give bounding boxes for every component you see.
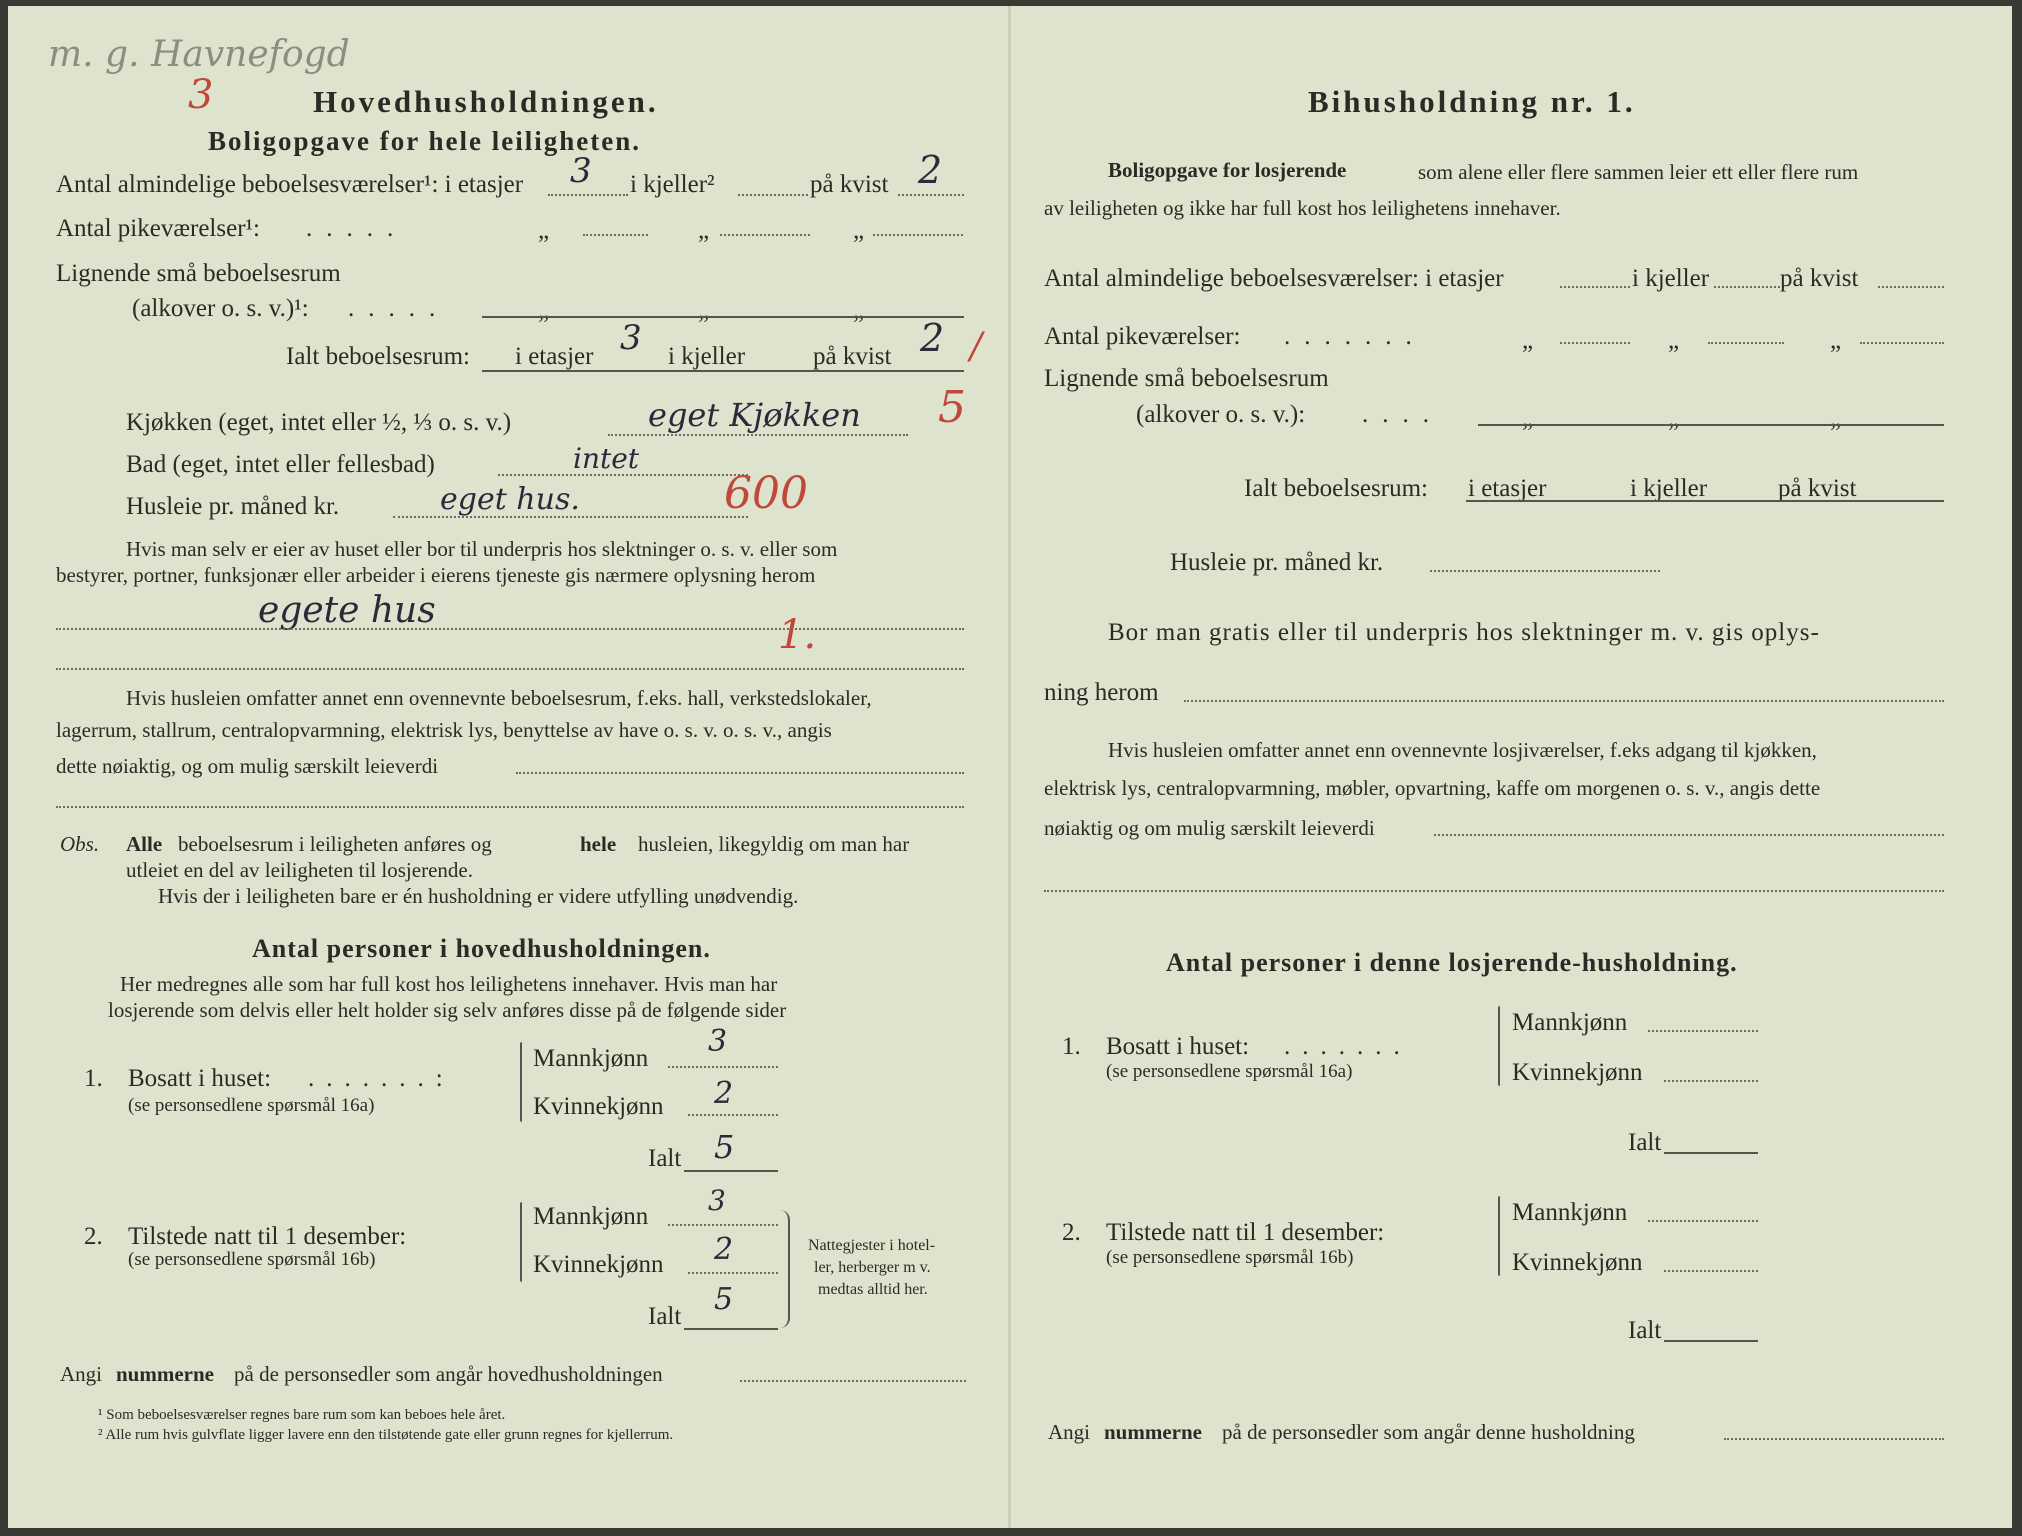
- angi-field[interactable]: [740, 1380, 966, 1382]
- eier-field-line-1[interactable]: [56, 628, 964, 630]
- r-angi-nummerne: nummerne: [1104, 1420, 1202, 1444]
- rooms-kjeller-label: i kjeller²: [630, 171, 715, 198]
- ialt-red-mark: /: [970, 326, 983, 367]
- r-rooms-kjeller-field[interactable]: [1714, 286, 1784, 288]
- r-bosatt-ialt-field[interactable]: [1664, 1152, 1758, 1154]
- r-husleie-field[interactable]: [1430, 570, 1660, 572]
- eier-text-2: bestyrer, portner, funksjonær eller arbeider i eierens tjeneste gis nærmere oplysning herom: [56, 563, 816, 587]
- bosatt-mann-field[interactable]: [668, 1066, 778, 1068]
- tilstede-kvinne-field[interactable]: [688, 1272, 778, 1274]
- rooms-kvist-label: på kvist: [810, 171, 889, 198]
- ialt-kjeller-label: i kjeller: [668, 343, 746, 370]
- bosatt-brace: [520, 1042, 522, 1122]
- ialt-etasjer-label: i etasjer: [515, 343, 594, 370]
- census-form-sheet: [8, 6, 2012, 1528]
- ialt-kvist-label: på kvist: [813, 343, 892, 370]
- tilstede-label: Tilstede natt til 1 desember:: [128, 1223, 407, 1250]
- r-ialt-underline: [1466, 500, 1944, 502]
- kjokken-label: Kjøkken (eget, intet eller ½, ⅓ o. s. v.): [126, 409, 512, 436]
- tilstede-kvinne-label: Kvinnekjønn: [533, 1251, 664, 1278]
- eier-red-mark: 1.: [778, 612, 817, 658]
- r-angi-label: Angi: [1048, 1420, 1090, 1444]
- bosatt-label: Bosatt i huset:: [128, 1065, 272, 1092]
- pike-kjeller-field[interactable]: [720, 234, 810, 236]
- lignende-ditto-3: „: [853, 297, 865, 324]
- lignende-label-1: Lignende små beboelsesrum: [56, 260, 341, 287]
- obs-alle: Alle: [126, 832, 163, 856]
- tilstede-ialt-field[interactable]: [684, 1328, 778, 1330]
- r-bosatt-number: 1.: [1062, 1033, 1081, 1060]
- pike-ditto-2: „: [698, 217, 710, 244]
- r-rooms-kvist-field[interactable]: [1878, 286, 1944, 288]
- r-tilstede-ialt-label: Ialt: [1628, 1317, 1662, 1344]
- r-persons-title: Antal personer i denne losjerende-husholdning.: [1166, 948, 1738, 977]
- nattegjester-brace: [778, 1210, 790, 1328]
- r-tilstede-mann-label: Mannkjønn: [1512, 1199, 1628, 1226]
- persons-text-1: Her medregnes alle som har full kost hos leilighetens innehaver. Hvis man har: [120, 972, 778, 996]
- persons-text-2: losjerende som delvis eller helt holder sig selv anføres disse på de følgende sider: [108, 998, 787, 1022]
- bosatt-dots: .......:: [308, 1065, 455, 1092]
- r-omfatter-field-1[interactable]: [1434, 834, 1944, 836]
- bosatt-kvinne-field[interactable]: [688, 1114, 778, 1116]
- r-bosatt-dots: .......: [1284, 1033, 1412, 1060]
- ialt-underline: [482, 370, 964, 372]
- rooms-label: Antal almindelige beboelsesværelser¹: i etasjer: [56, 171, 524, 198]
- pike-ditto-3: „: [853, 217, 865, 244]
- nattegjester-note-3: medtas alltid her.: [818, 1281, 928, 1298]
- r-gratis-text-2: ning herom: [1044, 679, 1159, 706]
- r-gratis-text-1: Bor man gratis eller til underpris hos slektninger m. v. gis oplys-: [1108, 619, 1820, 646]
- r-ialt-kvist-label: på kvist: [1778, 475, 1857, 502]
- eier-value: egete hus: [258, 590, 436, 631]
- r-lignende-dots: ....: [1362, 401, 1443, 428]
- lignende-ditto-2: „: [698, 297, 710, 324]
- intro-text-1: som alene eller flere sammen leier ett eller flere rum: [1418, 160, 1859, 184]
- r-angi-text: på de personsedler som angår denne husholdning: [1222, 1420, 1635, 1444]
- rooms-kvist-value: 2: [918, 148, 943, 192]
- nattegjester-note-2: ler, herberger m v.: [814, 1259, 931, 1276]
- husleie-label: Husleie pr. måned kr.: [126, 493, 340, 520]
- tilstede-kvinne-value: 2: [714, 1232, 734, 1267]
- lignende-dots: .....: [348, 295, 450, 322]
- rooms-etasjer-value: 3: [570, 151, 592, 191]
- sub-household-title: Bihusholdning nr. 1.: [1308, 84, 1636, 119]
- rooms-kjeller-field[interactable]: [738, 194, 808, 196]
- lignende-label-2: (alkover o. s. v.)¹:: [132, 295, 309, 322]
- r-ialt-kjeller-label: i kjeller: [1630, 475, 1708, 502]
- r-lignende-label-1: Lignende små beboelsesrum: [1044, 365, 1329, 392]
- r-lignende-label-2: (alkover o. s. v.):: [1136, 401, 1306, 428]
- angi-text: på de personsedler som angår hovedhusholdningen: [234, 1362, 663, 1386]
- tilstede-mann-value: 3: [708, 1184, 726, 1217]
- tilstede-brace: [520, 1202, 522, 1282]
- bosatt-number: 1.: [84, 1065, 103, 1092]
- r-omfatter-field-2[interactable]: [1044, 890, 1944, 892]
- r-tilstede-kvinne-field[interactable]: [1664, 1270, 1758, 1272]
- ialt-kvist-value: 2: [920, 316, 945, 360]
- angi-nummerne: nummerne: [116, 1362, 214, 1386]
- r-omfatter-text-1: Hvis husleien omfatter annet enn ovennevnte losjiværelser, f.eks adgang til kjøkken,: [1108, 738, 1817, 762]
- tilstede-mann-label: Mannkjønn: [533, 1203, 649, 1230]
- margin-note: m. g. Havnefogd: [48, 34, 350, 75]
- r-bosatt-ialt-label: Ialt: [1628, 1129, 1662, 1156]
- obs-text-1b: husleien, likegyldig om man har: [638, 832, 910, 856]
- lignende-ditto-1: „: [538, 297, 550, 324]
- bosatt-sub: (se personsedlene spørsmål 16a): [128, 1095, 375, 1116]
- pike-label: Antal pikeværelser¹:: [56, 215, 260, 242]
- r-lignende-ditto-3: „: [1830, 405, 1842, 432]
- r-pike-ditto-1: „: [1522, 327, 1534, 354]
- r-lignende-ditto-2: „: [1668, 405, 1680, 432]
- obs-label: Obs.: [60, 832, 100, 856]
- bosatt-ialt-label: Ialt: [648, 1145, 682, 1172]
- r-bosatt-mann-field[interactable]: [1648, 1030, 1758, 1032]
- intro-bold: Boligopgave for losjerende: [1108, 158, 1347, 182]
- bosatt-kvinne-label: Kvinnekjønn: [533, 1093, 664, 1120]
- intro-text-2: av leiligheten og ikke har full kost hos leilighetens innehaver.: [1044, 196, 1561, 220]
- obs-hele: hele: [580, 832, 617, 856]
- r-pike-dots: .......: [1284, 323, 1426, 350]
- tilstede-sub: (se personsedlene spørsmål 16b): [128, 1249, 376, 1270]
- obs-text-2: utleiet en del av leiligheten til losjerende.: [126, 858, 473, 882]
- r-rooms-kjeller-label: i kjeller: [1632, 265, 1710, 292]
- r-bosatt-label: Bosatt i huset:: [1106, 1033, 1250, 1060]
- r-tilstede-sub: (se personsedlene spørsmål 16b): [1106, 1247, 1354, 1268]
- omfatter-field-2[interactable]: [56, 806, 964, 808]
- rooms-kvist-field[interactable]: [898, 194, 964, 196]
- r-tilstede-number: 2.: [1062, 1219, 1081, 1246]
- pike-ditto-1: „: [538, 217, 550, 244]
- tilstede-mann-field[interactable]: [668, 1224, 778, 1226]
- r-bosatt-kvinne-field[interactable]: [1664, 1080, 1758, 1082]
- r-bosatt-brace: [1498, 1006, 1500, 1086]
- husleie-red-mark: 600: [724, 468, 808, 519]
- bosatt-ialt-value: 5: [714, 1128, 735, 1166]
- tilstede-ialt-value: 5: [714, 1282, 734, 1317]
- bad-label: Bad (eget, intet eller fellesbad): [126, 451, 435, 478]
- r-angi-field[interactable]: [1724, 1438, 1944, 1440]
- rooms-etasjer-field[interactable]: [548, 194, 628, 196]
- r-pike-ditto-2: „: [1668, 327, 1680, 354]
- r-pike-kjeller-field[interactable]: [1708, 342, 1784, 344]
- obs-text-1a: beboelsesrum i leiligheten anføres og: [178, 832, 492, 856]
- main-household-title: Hovedhusholdningen.: [313, 84, 659, 119]
- r-rooms-kvist-label: på kvist: [1780, 265, 1859, 292]
- omfatter-text-3: dette nøiaktig, og om mulig særskilt leieverdi: [56, 754, 439, 778]
- kjokken-value: eget Kjøkken: [648, 396, 861, 434]
- bad-value: intet: [573, 442, 640, 475]
- pike-etasjer-field[interactable]: [583, 234, 648, 236]
- tilstede-number: 2.: [84, 1223, 103, 1250]
- r-tilstede-brace: [1498, 1196, 1500, 1276]
- r-rooms-label: Antal almindelige beboelsesværelser: i etasjer: [1044, 265, 1504, 292]
- main-household-subtitle: Boligopgave for hele leiligheten.: [208, 126, 641, 156]
- eier-text-1: Hvis man selv er eier av huset eller bor til underpris hos slektninger o. s. v. eller som: [126, 537, 838, 561]
- footnote-1: ¹ Som beboelsesværelser regnes bare rum som kan beboes hele året.: [98, 1407, 506, 1423]
- r-ialt-etasjer-label: i etasjer: [1468, 475, 1547, 502]
- r-bosatt-mann-label: Mannkjønn: [1512, 1009, 1628, 1036]
- bosatt-mann-label: Mannkjønn: [533, 1045, 649, 1072]
- omfatter-text-1: Hvis husleien omfatter annet enn ovennevnte beboelsesrum, f.eks. hall, verkstedslokaler,: [126, 686, 872, 710]
- nattegjester-note-1: Nattegjester i hotel-: [808, 1237, 936, 1254]
- angi-label: Angi: [60, 1362, 102, 1386]
- omfatter-text-2: lagerrum, stallrum, centralopvarmning, elektrisk lys, benyttelse av have o. s. v. o. s. v., angis: [56, 718, 832, 742]
- r-gratis-field[interactable]: [1184, 700, 1944, 702]
- eier-field-line-2[interactable]: [56, 668, 964, 670]
- husleie-value: eget hus.: [440, 482, 580, 517]
- r-omfatter-text-3: nøiaktig og om mulig særskilt leieverdi: [1044, 816, 1375, 840]
- ialt-rooms-label: Ialt beboelsesrum:: [286, 343, 470, 370]
- r-bosatt-kvinne-label: Kvinnekjønn: [1512, 1059, 1643, 1086]
- r-pike-kvist-field[interactable]: [1860, 342, 1944, 344]
- bosatt-ialt-field[interactable]: [684, 1170, 778, 1172]
- r-lignende-sum-line: [1478, 424, 1944, 426]
- pike-kvist-field[interactable]: [873, 234, 963, 236]
- page-mark: 3: [188, 72, 214, 118]
- bosatt-mann-value: 3: [708, 1024, 728, 1059]
- omfatter-field-1[interactable]: [516, 772, 964, 774]
- r-pike-ditto-3: „: [1830, 327, 1842, 354]
- persons-title: Antal personer i hovedhusholdningen.: [252, 934, 711, 963]
- obs-text-3: Hvis der i leiligheten bare er én husholdning er videre utfylling unødvendig.: [158, 884, 799, 908]
- r-husleie-label: Husleie pr. måned kr.: [1170, 549, 1384, 576]
- r-ialt-label: Ialt beboelsesrum:: [1244, 475, 1428, 502]
- r-bosatt-sub: (se personsedlene spørsmål 16a): [1106, 1061, 1353, 1082]
- r-tilstede-kvinne-label: Kvinnekjønn: [1512, 1249, 1643, 1276]
- pike-dots: .....: [306, 215, 408, 242]
- r-lignende-ditto-1: „: [1522, 405, 1534, 432]
- ialt-etasjer-value: 3: [620, 318, 642, 358]
- r-omfatter-text-2: elektrisk lys, centralopvarmning, møbler, opvartning, kaffe om morgenen o. s. v., angis dette: [1044, 776, 1821, 800]
- r-tilstede-ialt-field[interactable]: [1664, 1340, 1758, 1342]
- r-rooms-etasjer-field[interactable]: [1560, 286, 1630, 288]
- lignende-sum-line: [482, 316, 964, 318]
- r-tilstede-label: Tilstede natt til 1 desember:: [1106, 1219, 1385, 1246]
- bosatt-kvinne-value: 2: [714, 1076, 734, 1111]
- tilstede-ialt-label: Ialt: [648, 1303, 682, 1330]
- page-fold: [1008, 6, 1011, 1528]
- kjokken-red-mark: 5: [938, 382, 966, 433]
- r-pike-label: Antal pikeværelser:: [1044, 323, 1241, 350]
- r-pike-etasjer-field[interactable]: [1560, 342, 1630, 344]
- r-tilstede-mann-field[interactable]: [1648, 1220, 1758, 1222]
- kjokken-field[interactable]: [608, 434, 908, 436]
- footnote-2: ² Alle rum hvis gulvflate ligger lavere enn den tilstøtende gate eller grunn regnes for kjellerrum.: [98, 1427, 674, 1443]
